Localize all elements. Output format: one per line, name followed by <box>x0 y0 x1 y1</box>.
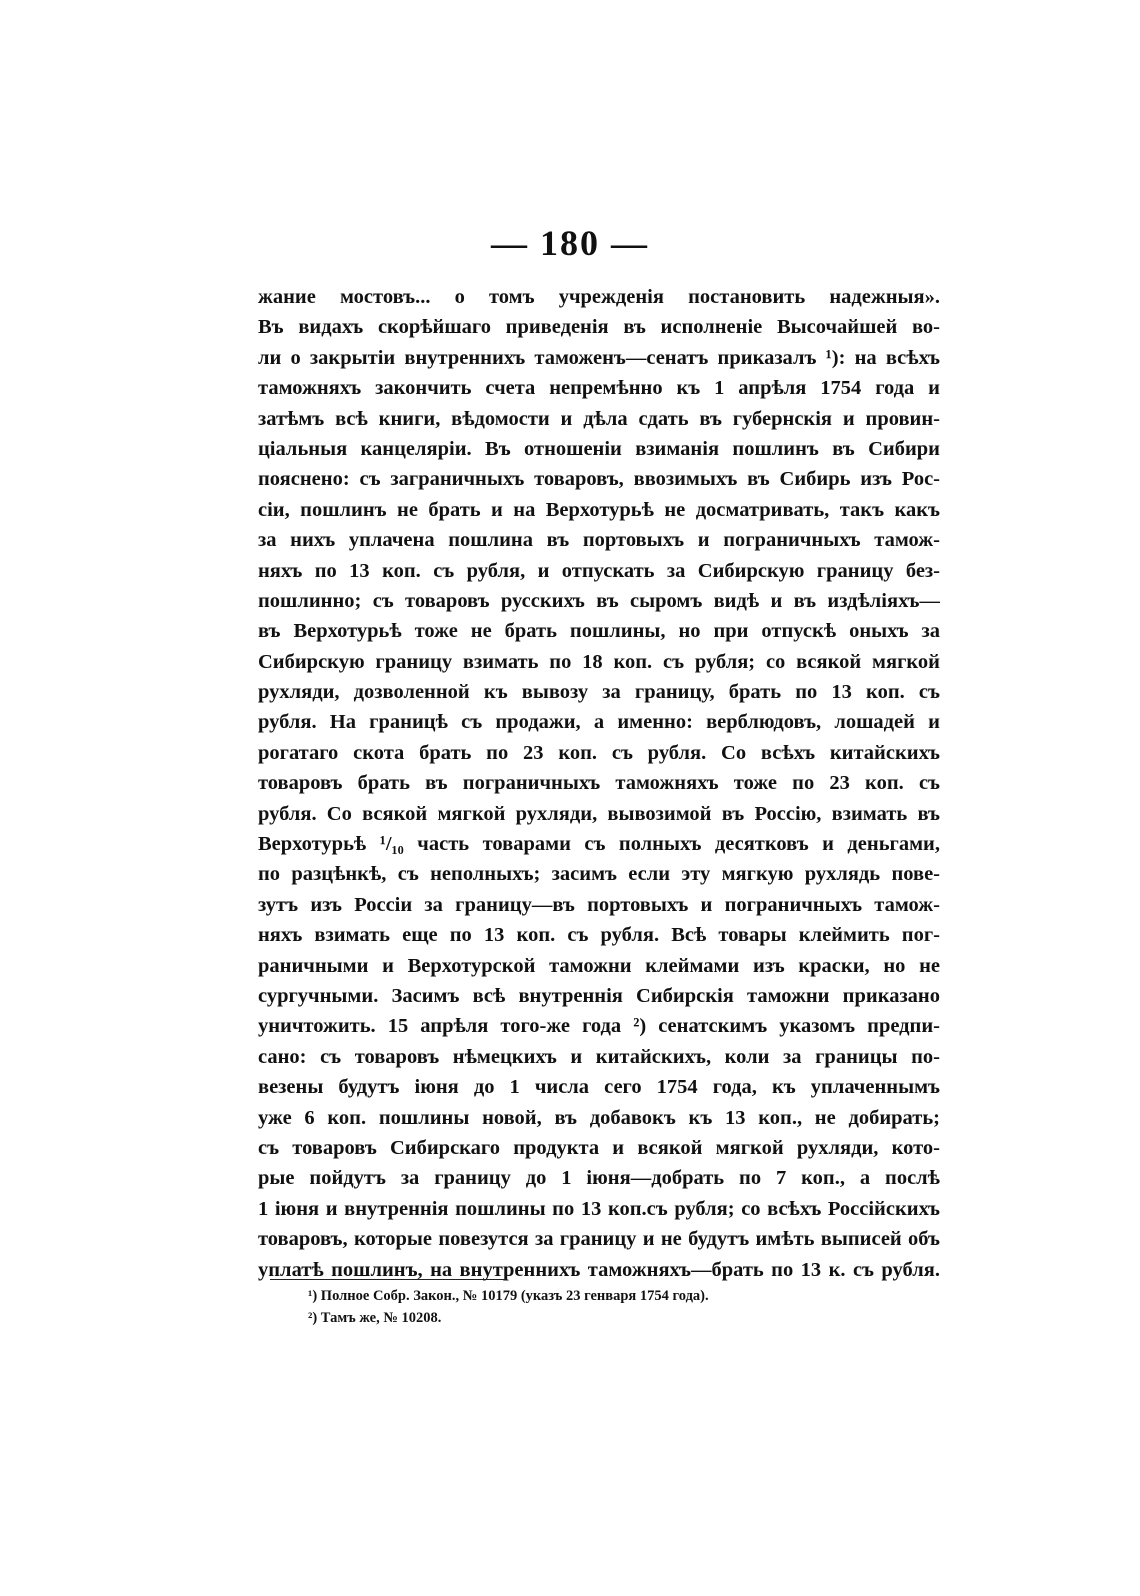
text-line-20: по разцѣнкѣ, съ неполныхъ; засимъ если эту мягкую рухлядь пове- <box>258 863 940 886</box>
text-line-2: Въ видахъ скорѣйшаго приведенія въ исполненіе Высочайшей во- <box>258 316 940 339</box>
footnote-2: ²) Тамъ же, № 10208. <box>308 1310 442 1326</box>
text-line-26: сано: съ товаровъ нѣмецкихъ и китайскихъ, коли за границы по- <box>258 1045 940 1068</box>
text-line-6: ціальныя канцеляріи. Въ отношеніи взиманія пошлинъ въ Сибири <box>258 437 940 460</box>
text-line-3: ли о закрытіи внутреннихъ таможенъ—сенатъ приказалъ ¹): на всѣхъ <box>258 346 940 369</box>
text-line-31: 1 іюня и внутреннія пошлины по 13 коп.съ рубля; со всѣхъ Россійскихъ <box>258 1197 940 1220</box>
text-line-1: жание мостовъ... о томъ учрежденія постановить надежныя». <box>258 286 940 308</box>
footnotes <box>308 1285 928 1329</box>
text-line-27: везены будутъ іюня до 1 числа сего 1754 года, къ уплаченнымъ <box>258 1076 940 1099</box>
text-line-5: затѣмъ всѣ книги, вѣдомости и дѣла сдать въ губернскія и провин- <box>258 407 940 430</box>
footnote-1: ¹) Полное Собр. Закон., № 10179 (указъ 23 генваря 1754 года). <box>308 1288 709 1304</box>
text-line-17: товаровъ брать въ пограничныхъ таможняхъ тоже по 23 коп. съ <box>258 772 940 795</box>
text-line-33: уплатѣ пошлинъ, на внутреннихъ таможняхъ—брать по 13 к. съ рубля. <box>258 1258 940 1281</box>
text-line-25: уничтожить. 15 апрѣля того-же года ²) сенатскимъ указомъ предпи- <box>258 1015 940 1038</box>
text-line-10: няхъ по 13 коп. съ рубля, и отпускать за Сибирскую границу без- <box>258 559 940 582</box>
text-line-16: рогатаго скота брать по 23 коп. съ рубля. Со всѣхъ китайскихъ <box>258 741 940 764</box>
text-line-29: съ товаровъ Сибирскаго продукта и всякой мягкой рухляди, кото- <box>258 1136 940 1159</box>
text-line-28: уже 6 коп. пошлины новой, въ добавокъ къ 13 коп., не добирать; <box>258 1106 940 1129</box>
text-line-19: Верхотурьѣ ¹/₁₀ часть товарами съ полныхъ десятковъ и деньгами, <box>258 833 940 856</box>
text-line-13: Сибирскую границу взимать по 18 коп. съ рубля; со всякой мягкой <box>258 650 940 673</box>
text-line-18: рубля. Со всякой мягкой рухляди, вывозимой въ Россію, взимать въ <box>258 802 940 825</box>
text-line-32: товаровъ, которые повезутся за границу и не будутъ имѣть выписей объ <box>258 1228 940 1251</box>
text-line-22: няхъ взимать еще по 13 коп. съ рубля. Всѣ товары клеймить пог- <box>258 924 940 947</box>
page-number: — 180 — <box>491 223 649 263</box>
text-line-21: зутъ изъ Россіи за границу—въ портовыхъ и пограничныхъ тамож- <box>258 893 940 916</box>
text-line-23: раничными и Верхотурской таможни клеймами изъ краски, но не <box>258 954 940 977</box>
body-text <box>258 282 940 1285</box>
text-line-11: пошлинно; съ товаровъ русскихъ въ сыромъ видѣ и въ издѣліяхъ— <box>258 589 940 612</box>
text-line-30: рые пойдутъ за границу до 1 іюня—добрать по 7 коп., а послѣ <box>258 1167 940 1190</box>
text-line-8: сіи, пошлинъ не брать и на Верхотурьѣ не досматривать, такъ какъ <box>258 498 940 521</box>
text-line-7: пояснено: съ заграничныхъ товаровъ, ввозимыхъ въ Сибирь изъ Рос- <box>258 468 940 491</box>
text-line-24: сургучными. Засимъ всѣ внутреннія Сибирскія таможни приказано <box>258 984 940 1007</box>
text-line-9: за нихъ уплачена пошлина въ портовыхъ и пограничныхъ тамож- <box>258 529 940 552</box>
text-line-4: таможняхъ закончить счета непремѣнно къ 1 апрѣля 1754 года и <box>258 377 940 400</box>
footnote-divider <box>270 1279 506 1280</box>
text-line-15: рубля. На границѣ съ продажи, а именно: верблюдовъ, лошадей и <box>258 711 940 734</box>
text-line-12: въ Верхотурьѣ тоже не брать пошлины, но при отпускѣ оныхъ за <box>258 620 940 643</box>
text-line-14: рухляди, дозволенной къ вывозу за границу, брать по 13 коп. съ <box>258 681 940 704</box>
